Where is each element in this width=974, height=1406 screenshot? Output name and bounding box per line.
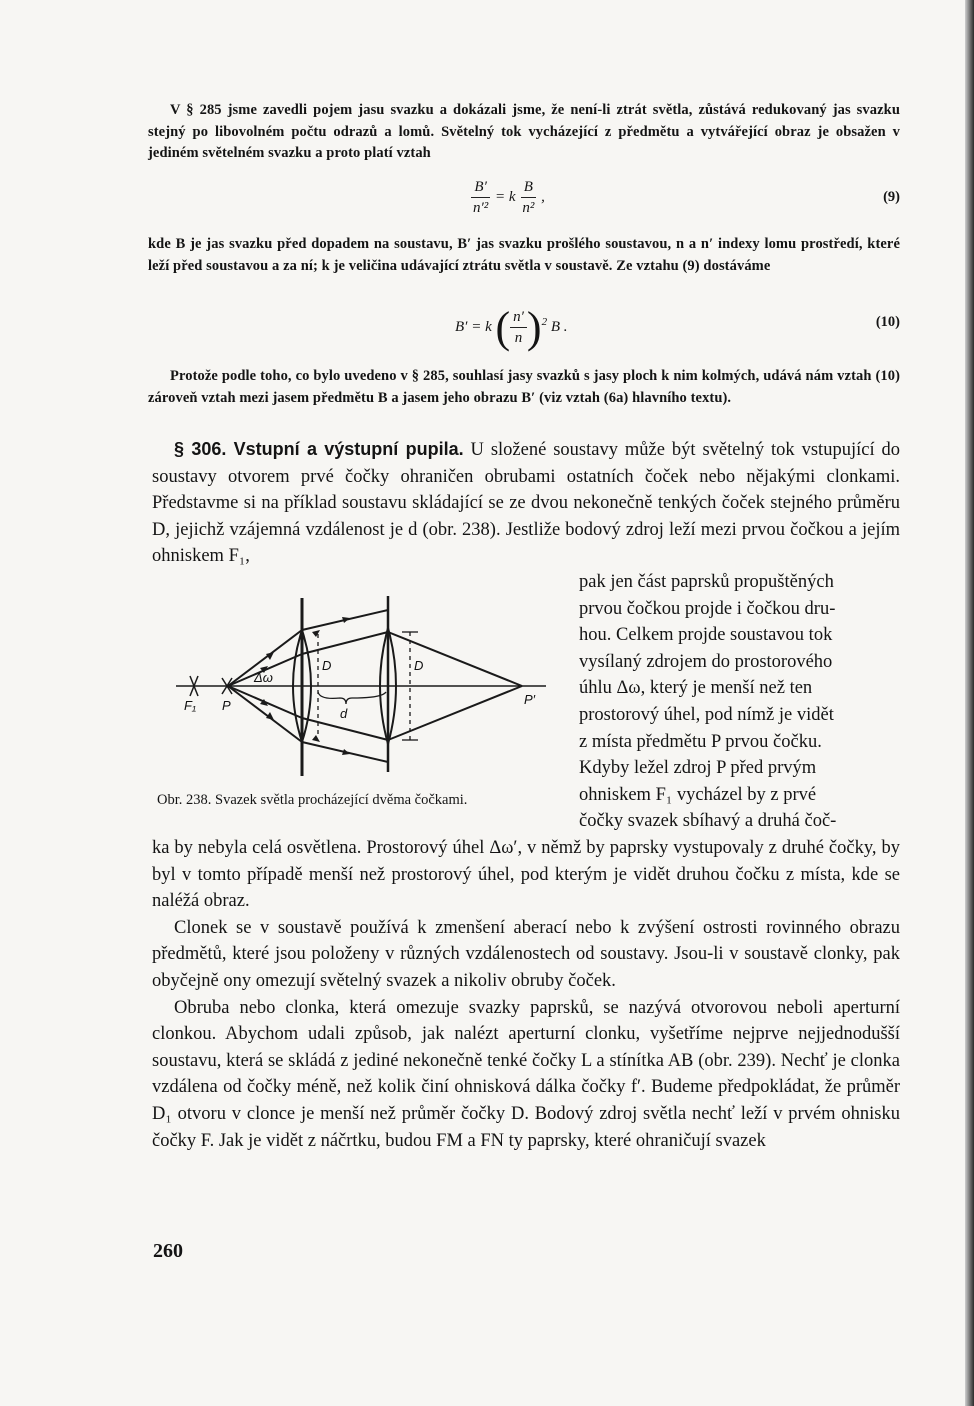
side-line: pak jen část paprsků propuštěných <box>579 572 834 592</box>
label-d: d <box>340 706 348 721</box>
eq9-mid: = k <box>495 188 516 205</box>
label-F1: F₁ <box>184 698 197 713</box>
eq10-lhs: B′ = k <box>455 318 492 335</box>
side-line: úhlu Δω, který je menší než ten <box>579 678 813 699</box>
side-line: prvou čočkou projde i čočkou dru- <box>579 598 836 619</box>
paragraph-jas-svazku <box>148 100 900 165</box>
paragraph-protoze <box>148 366 900 409</box>
label-delta-omega: Δω <box>254 670 273 685</box>
label-D-2: D <box>414 658 424 673</box>
figure-238-two-lenses <box>170 592 550 782</box>
text-p2: kde B je jas svazku před dopadem na soustavu, B′ jas svazku prošlého soustavou, n a n′ indexy lomu prostředí, které leží před soustavou a za ní; k je veličina udávající ztrátu světla v soustavě. Ze vztahu (9) dostáváme <box>148 236 900 274</box>
eq9-lhs-den: n′² <box>473 200 489 216</box>
equation-10: B′ = k ( $\frac{n'}{n}$ )$^2$ B . <box>455 303 568 352</box>
text-p1: V § 285 jsme zavedli pojem jasu svazku a dokázali jsme, že není-li ztrát světla, zůstává redukovaný jas svazku stejný po libovolném počtu odrazů a lomů. Světelný tok vycházející z předmětu a vytvářející obraz je obsažen v jediném světelném svazku a proto platí vztah <box>148 102 900 161</box>
eq9-lhs-num: B′ <box>471 178 489 198</box>
text-obruba: Obruba nebo clonka, která omezuje svazky paprsků, se nazývá otvorovou neboli aperturní clonkou. Abychom udali způsob, jak nalézt aperturní clonku, vyšetříme nejprve nejjednodušší soustavu, která se skládá z jediné nekonečně tenké čočky L a stínítka AB (obr. 239). Nechť je clonka vzdálena od čočky méně, než kolik činí ohnisková dálka čočky f′. Budeme předpokládat, že průměr D₁ otvoru v clonce je menší než průměr čočky D. Bodový zdroj světla nechť leží v prvém ohnisku čočky F. Jak je vidět z náčrtku, budou FM a FN ty paprsky, které ohraničují svazek <box>152 997 900 1151</box>
side-line: z místa předmětu P prvou čočku. <box>579 731 822 752</box>
page-number: 260 <box>153 1240 183 1262</box>
ray <box>388 686 522 740</box>
text-p3: Protože podle toho, co bylo uvedeno v § 285, souhlasí jasy svazků s jasy ploch k nim kolmých, udává nám vztah (10) zároveň vztah mezi jasem předmětu B a jasem jeho obrazu B′ (viz vztah (6a) hlavního textu). <box>148 368 900 406</box>
eq9-tail: , <box>541 188 545 205</box>
side-line: vysílaný zdrojem do prostorového <box>579 651 833 672</box>
side-line: Kdyby ležel zdroj P před prvým <box>579 758 817 779</box>
label-D-1: D <box>322 658 332 673</box>
equation-10-number: (10) <box>875 314 900 330</box>
section-intro-text: U složené soustavy může být světelný tok vstupující do soustavy otvorem prvé čočky ohraničen obrubami ostatních čoček nebo nějakými clonkami. Představme si na příklad soustavu skládající se ze dvou nekonečně tenkých čoček stejného průměru D, jejichž vzájemná vzdálenost je d (obr. 238). Jestliže bodový zdroj leží mezi prvou čočkou a jejím ohniskem F₁, <box>152 440 901 567</box>
side-line: ohniskem F₁ vycházel by z prvé <box>579 784 817 805</box>
eq10-tail: B . <box>550 318 568 335</box>
equation-9-number: (9) <box>883 189 900 205</box>
label-Pprime: P′ <box>524 692 536 707</box>
distance-brace <box>318 692 386 704</box>
scan-edge <box>965 0 974 1406</box>
eq9-rhs-num: B <box>521 178 536 198</box>
label-P: P <box>222 698 231 713</box>
eq10-exp: 2 <box>541 315 548 328</box>
figure-caption: Obr. 238. Svazek světla procházející dvěma čočkami. <box>157 792 468 808</box>
section-306-intro <box>152 436 900 570</box>
side-line: hou. Celkem projde soustavou tok <box>579 625 833 646</box>
eq9-rhs-den: n² <box>522 200 535 216</box>
section-306-continued <box>152 835 900 1154</box>
eq10-num: n′ <box>510 308 527 328</box>
ray <box>388 632 522 686</box>
side-line: prostorový úhel, pod nímž je vidět <box>579 704 834 725</box>
equation-9 <box>470 178 545 217</box>
text-after-figure: ka by nebyla celá osvětlena. Prostorový úhel Δω′, v němž by paprsky vystupovaly z druhé čočky, by byl v tomto případě menší než prostorový úhel, pod kterým je vidět druhou čočku z místa, kde se naléžá obraz. <box>152 838 900 912</box>
paragraph-kde <box>148 234 900 277</box>
side-line: čočky svazek sbíhavý a druhá čoč- <box>579 811 837 832</box>
text-clonek: Clonek se v soustavě používá k zmenšení aberací nebo k zvýšení ostrosti rovinného obrazu předmětů, které jsou položeny v různých vzdálenostech od soustavy. Jsou-li v soustavě clonky, pak obyčejně ony omezují světelný svazek a nikoliv obruby čoček. <box>152 917 900 991</box>
eq10-den: n <box>514 330 523 346</box>
section-heading: § 306. Vstupní a výstupní pupila. <box>174 439 464 459</box>
section-306-side-column <box>579 569 901 835</box>
